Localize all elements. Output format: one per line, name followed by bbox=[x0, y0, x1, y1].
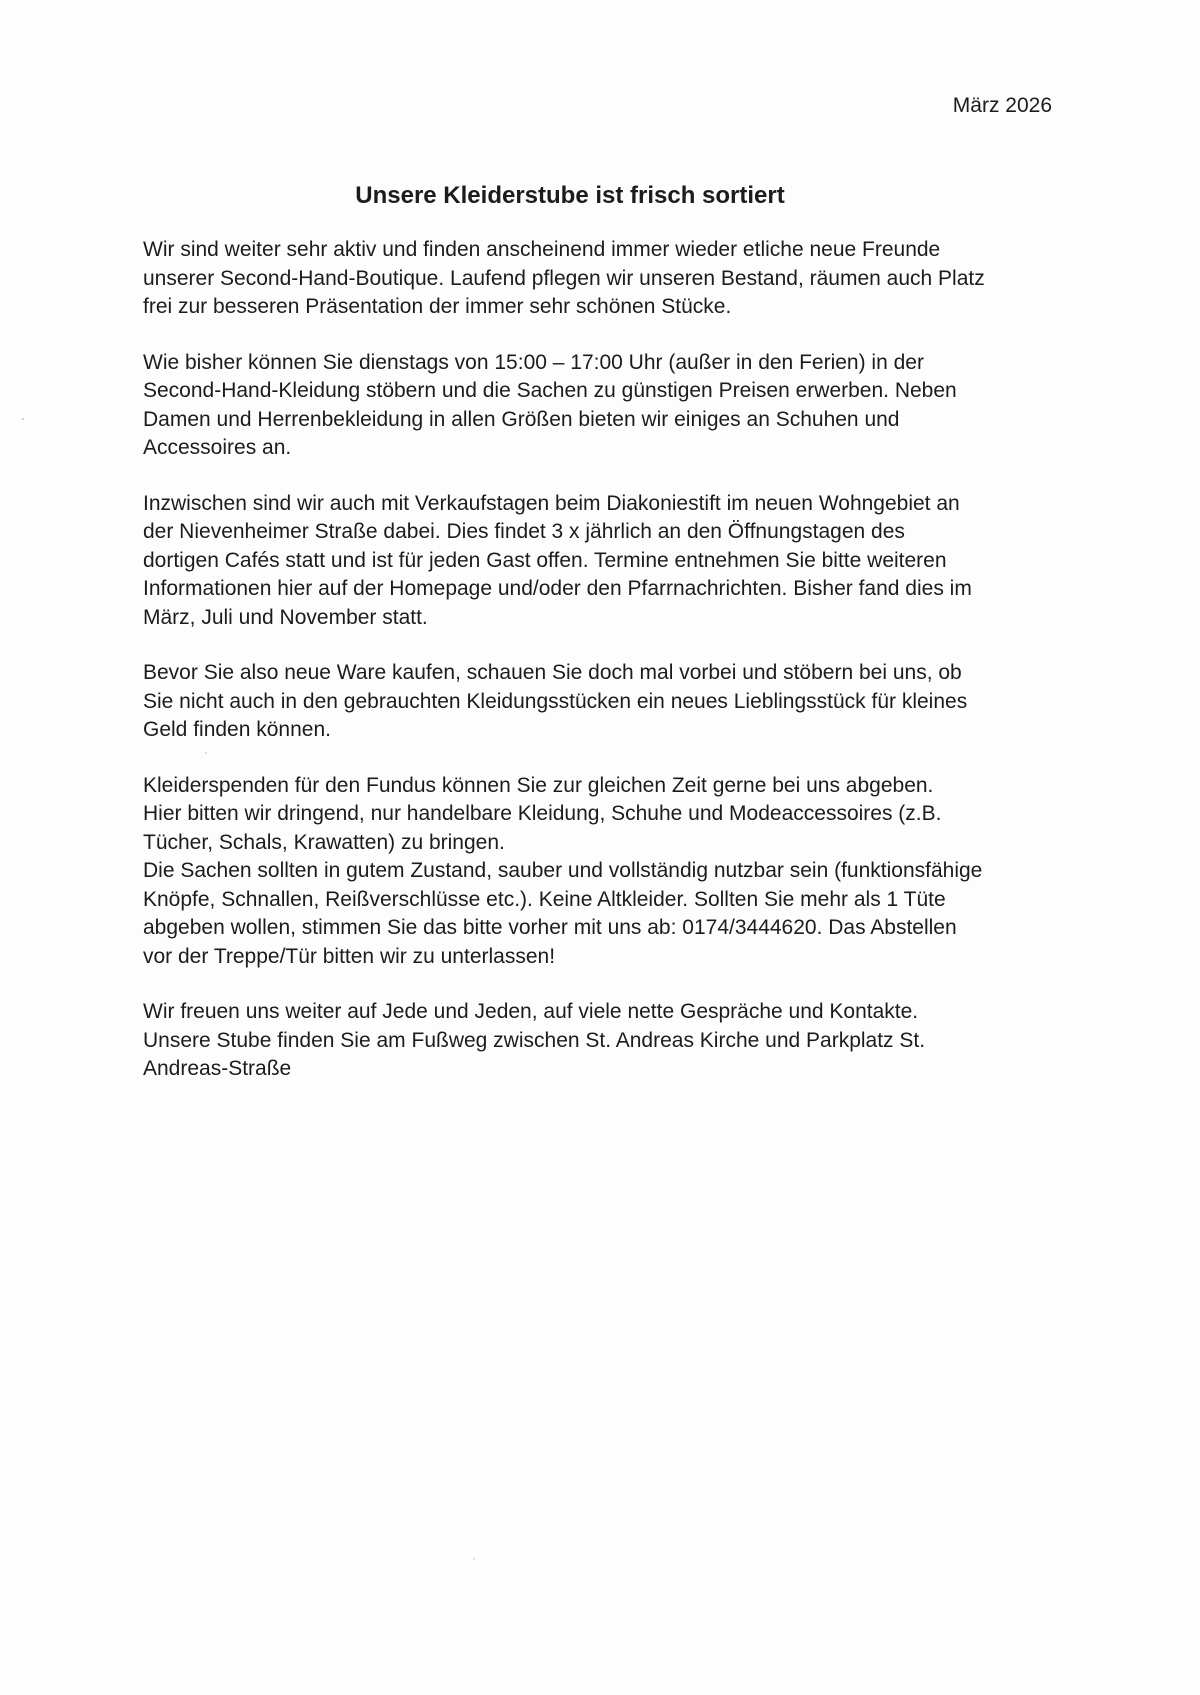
text-line: Geld finden können. bbox=[143, 718, 331, 741]
text-line: Second-Hand-Kleidung stöbern und die Sachen zu günstigen Preisen erwerben. Neben bbox=[143, 379, 957, 402]
scan-speck bbox=[473, 1558, 475, 1560]
text-line: der Nievenheimer Straße dabei. Dies findet 3 x jährlich an den Öffnungstagen des bbox=[143, 520, 905, 543]
paragraph-donations bbox=[143, 772, 1118, 972]
text-line: Bevor Sie also neue Ware kaufen, schauen Sie doch mal vorbei und stöbern bei uns, ob bbox=[143, 661, 962, 684]
text-line: März, Juli und November statt. bbox=[143, 605, 428, 629]
paragraph-invitation bbox=[143, 659, 1118, 745]
text-line: Unsere Stube finden Sie am Fußweg zwischen St. Andreas Kirche und Parkplatz St. bbox=[143, 1028, 926, 1052]
text-line: Kleiderspenden für den Fundus können Sie zur gleichen Zeit gerne bei uns abgeben. bbox=[143, 773, 934, 797]
text-line: Inzwischen sind wir auch mit Verkaufstagen beim Diakoniestift im neuen Wohngebiet an bbox=[143, 491, 960, 515]
scan-speck bbox=[22, 418, 24, 420]
text-line: Wie bisher können Sie dienstags von 15:00 – 17:00 Uhr (außer in den Ferien) in der bbox=[143, 350, 924, 374]
text-line: vor der Treppe/Tür bitten wir zu unterlassen! bbox=[143, 944, 556, 968]
text-line: Hier bitten wir dringend, nur handelbare Kleidung, Schuhe und Modeaccessoires (z.B. bbox=[143, 802, 942, 825]
document-date: März 2026 bbox=[952, 94, 1052, 117]
paragraph-closing bbox=[143, 998, 1118, 1084]
text-line: Informationen hier auf der Homepage und/oder den Pfarrnachrichten. Bisher fand dies im bbox=[143, 577, 972, 600]
paragraph-opening-hours bbox=[143, 349, 1118, 463]
document-title: Unsere Kleiderstube ist frisch sortiert bbox=[355, 182, 785, 209]
scan-speck bbox=[205, 752, 207, 754]
text-line: Andreas-Straße bbox=[143, 1057, 292, 1080]
paragraph-sales-days bbox=[143, 490, 1118, 633]
text-line: dortigen Cafés statt und ist für jeden Gast offen. Termine entnehmen Sie bitte weiteren bbox=[143, 548, 947, 572]
text-line: abgeben wollen, stimmen Sie das bitte vorher mit uns ab: 0174/3444620. Das Abstellen bbox=[143, 916, 957, 939]
paragraph-intro bbox=[143, 236, 1118, 322]
text-line: Knöpfe, Schnallen, Reißverschlüsse etc.). Keine Altkleider. Sollten Sie mehr als 1 Tüte bbox=[143, 887, 946, 911]
text-line: Sie nicht auch in den gebrauchten Kleidungsstücken ein neues Lieblingsstück für kleines bbox=[143, 689, 968, 713]
text-line: Die Sachen sollten in gutem Zustand, sauber und vollständig nutzbar sein (funktionsfähige bbox=[143, 859, 983, 882]
document-body bbox=[143, 236, 1118, 1111]
text-line: Tücher, Schals, Krawatten) zu bringen. bbox=[143, 830, 505, 854]
text-line: unserer Second-Hand-Boutique. Laufend pflegen wir unseren Bestand, räumen auch Platz bbox=[143, 266, 985, 290]
text-line: Accessoires an. bbox=[143, 436, 292, 459]
text-line: Damen und Herrenbekleidung in allen Größen bieten wir einiges an Schuhen und bbox=[143, 407, 900, 431]
text-line: frei zur besseren Präsentation der immer sehr schönen Stücke. bbox=[143, 295, 732, 318]
text-line: Wir sind weiter sehr aktiv und finden anscheinend immer wieder etliche neue Freunde bbox=[143, 238, 941, 261]
text-line: Wir freuen uns weiter auf Jede und Jeden, auf viele nette Gespräche und Kontakte. bbox=[143, 1000, 919, 1023]
